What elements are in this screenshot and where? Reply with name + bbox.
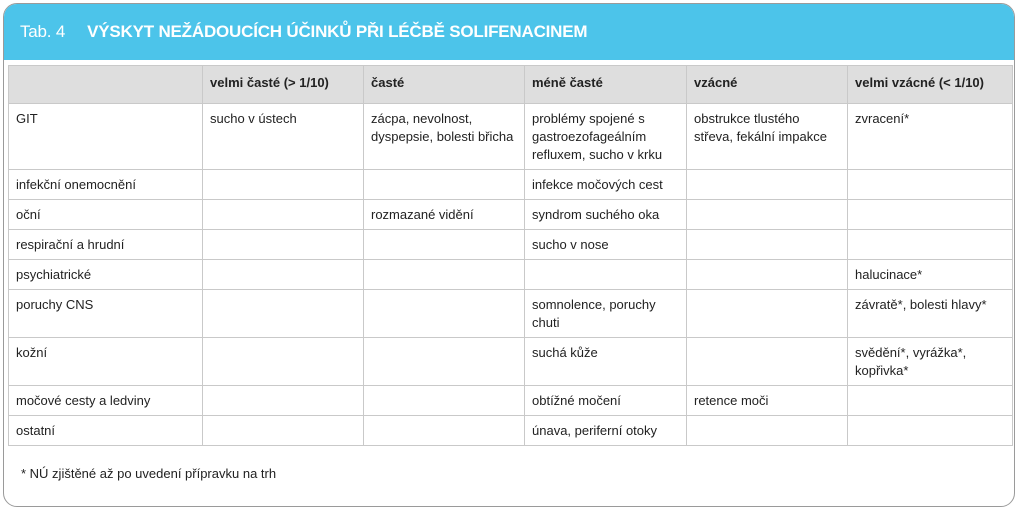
table-cell	[848, 416, 1013, 446]
table-cell: retence moči	[687, 386, 848, 416]
column-header-category	[9, 66, 203, 104]
table-cell: syndrom suchého oka	[525, 200, 687, 230]
table-cell	[203, 230, 364, 260]
column-header-very-rare: velmi vzácné (< 1/10)	[848, 66, 1013, 104]
table-cell	[687, 230, 848, 260]
table-cell	[364, 386, 525, 416]
table-cell	[687, 416, 848, 446]
table-cell: závratě*, bolesti hlavy*	[848, 290, 1013, 338]
table-cell: zvracení*	[848, 104, 1013, 170]
table-cell	[687, 170, 848, 200]
table-cell: únava, periferní otoky	[525, 416, 687, 446]
table-row	[9, 338, 1013, 386]
column-header-row	[9, 66, 1013, 104]
table-cell	[848, 386, 1013, 416]
table-cell	[203, 386, 364, 416]
tab-number: Tab. 4	[20, 22, 66, 41]
row-category-cell: poruchy CNS	[9, 290, 203, 338]
table-cell: somnolence, poruchy chuti	[525, 290, 687, 338]
table-row	[9, 170, 1013, 200]
table-cell: problémy spojené s gastroezofageálním refluxem, sucho v krku	[525, 104, 687, 170]
footnote: * NÚ zjištěné až po uvedení přípravku na trh	[21, 466, 277, 481]
table-cell	[203, 290, 364, 338]
table-frame	[3, 3, 1015, 507]
table-cell: rozmazané vidění	[364, 200, 525, 230]
table-cell	[687, 200, 848, 230]
table-cell: zácpa, nevolnost, dyspepsie, bolesti břicha	[364, 104, 525, 170]
table-row	[9, 230, 1013, 260]
adverse-effects-table	[8, 65, 1013, 446]
table-cell	[364, 170, 525, 200]
table-cell: halucinace*	[848, 260, 1013, 290]
table-cell	[848, 230, 1013, 260]
table-cell: suchá kůže	[525, 338, 687, 386]
column-header-very-common: velmi časté (> 1/10)	[203, 66, 364, 104]
table-cell	[203, 260, 364, 290]
table-cell	[848, 170, 1013, 200]
table-cell	[203, 170, 364, 200]
table-cell	[364, 290, 525, 338]
table-cell: sucho v ústech	[203, 104, 364, 170]
table-cell	[687, 290, 848, 338]
table-row	[9, 200, 1013, 230]
table-cell: obstrukce tlustého střeva, fekální impakce	[687, 104, 848, 170]
table-cell	[848, 200, 1013, 230]
table-row	[9, 104, 1013, 170]
table-cell	[364, 416, 525, 446]
column-header-common: časté	[364, 66, 525, 104]
table-cell	[687, 260, 848, 290]
table-row	[9, 290, 1013, 338]
column-header-uncommon: méně časté	[525, 66, 687, 104]
table-cell: svědění*, vyrážka*, kopřivka*	[848, 338, 1013, 386]
table-cell	[364, 338, 525, 386]
table-cell: sucho v nose	[525, 230, 687, 260]
table-cell	[687, 338, 848, 386]
table-cell: infekce močových cest	[525, 170, 687, 200]
table-cell	[525, 260, 687, 290]
table-row	[9, 260, 1013, 290]
table-cell	[364, 230, 525, 260]
row-category-cell: psychiatrické	[9, 260, 203, 290]
row-category-cell: močové cesty a ledviny	[9, 386, 203, 416]
table-title: VÝSKYT NEŽÁDOUCÍCH ÚČINKŮ PŘI LÉČBĚ SOLIFENACINEM	[87, 22, 588, 41]
row-category-cell: respirační a hrudní	[9, 230, 203, 260]
row-category-cell: ostatní	[9, 416, 203, 446]
table-cell	[203, 338, 364, 386]
row-category-cell: oční	[9, 200, 203, 230]
table-header	[4, 4, 1014, 60]
table-cell: obtížné močení	[525, 386, 687, 416]
row-category-cell: kožní	[9, 338, 203, 386]
table-cell	[203, 416, 364, 446]
row-category-cell: infekční onemocnění	[9, 170, 203, 200]
table-cell	[203, 200, 364, 230]
column-header-rare: vzácné	[687, 66, 848, 104]
table-cell	[364, 260, 525, 290]
table-row	[9, 386, 1013, 416]
table-row	[9, 416, 1013, 446]
row-category-cell: GIT	[9, 104, 203, 170]
